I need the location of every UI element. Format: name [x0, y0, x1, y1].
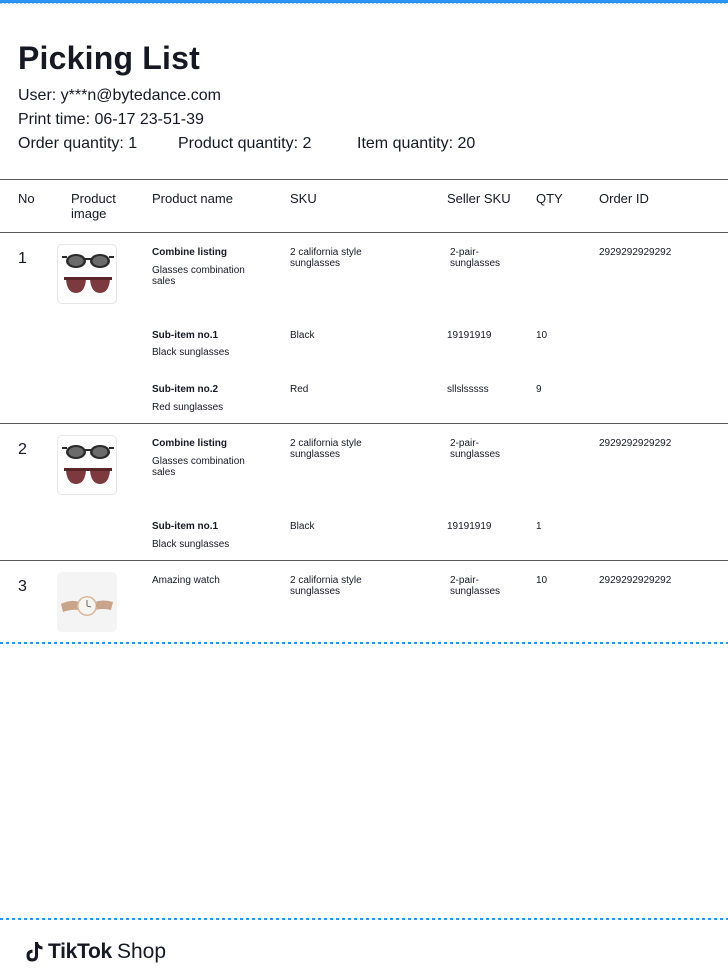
- order-id-cell: 2929292929292: [599, 575, 672, 586]
- footer-dashed-line: [0, 918, 728, 920]
- sku-cell: 2 california style sunglasses: [290, 438, 362, 460]
- product-name-title: Combine listing: [152, 438, 227, 449]
- sub-item-sku: Black: [290, 521, 315, 532]
- sunglasses-icon: [58, 245, 117, 304]
- header-bottom-rule: [0, 232, 728, 233]
- sub-item-seller-sku: sllslsssss: [447, 384, 489, 395]
- sub-item-qty: 10: [536, 330, 548, 341]
- sub-item-qty: 1: [536, 521, 542, 532]
- sub-item-seller-sku: 19191919: [447, 521, 492, 532]
- top-dashed-border: [0, 0, 728, 3]
- column-header-image: [71, 191, 116, 221]
- column-header-order-id: Order ID: [599, 191, 649, 206]
- watch-icon: [57, 572, 117, 632]
- sub-item-label: Sub-item no.2: [152, 384, 219, 395]
- product-name-subtitle: Glasses combination sales: [152, 456, 245, 478]
- column-header-name: Product name: [152, 191, 233, 206]
- table-top-rule: [0, 179, 728, 180]
- order-id-cell: 2929292929292: [599, 247, 672, 258]
- sub-item-qty: 9: [536, 384, 542, 395]
- sub-item-sku: Black: [290, 330, 315, 341]
- sku-cell: 2 california style sunglasses: [290, 247, 362, 269]
- user-email: User: y***n@bytedance.com: [18, 87, 221, 104]
- column-header-seller-sku: Seller SKU: [447, 191, 511, 206]
- product-image-sunglasses: [57, 435, 117, 495]
- tiktok-shop-logo: [24, 940, 166, 964]
- sub-item-name: Black sunglasses: [152, 539, 230, 550]
- brand-shop: Shop: [116, 940, 166, 963]
- column-header-sku: SKU: [290, 191, 317, 206]
- sku-cell: 2 california style sunglasses: [290, 575, 362, 597]
- column-header-qty: QTY: [536, 191, 563, 206]
- sunglasses-icon: [58, 436, 117, 495]
- page-break-dashed-line: [0, 642, 728, 644]
- row-number: 1: [18, 250, 27, 267]
- product-image-sunglasses: [57, 244, 117, 304]
- product-name-title: Amazing watch: [152, 575, 220, 586]
- item-quantity: Item quantity: 20: [357, 135, 476, 152]
- row-divider: [0, 423, 728, 424]
- sub-item-seller-sku: 19191919: [447, 330, 492, 341]
- row-number: 3: [18, 578, 27, 595]
- product-image-watch: [57, 572, 117, 632]
- sub-item-sku: Red: [290, 384, 309, 395]
- brand-name: TikTok: [48, 940, 112, 963]
- product-quantity: Product quantity: 2: [178, 135, 312, 152]
- column-header-image-line2: image: [71, 206, 107, 221]
- sub-item-name: Black sunglasses: [152, 347, 230, 358]
- order-id-cell: 2929292929292: [599, 438, 672, 449]
- product-name-subtitle: Glasses combination sales: [152, 265, 245, 287]
- row-divider: [0, 560, 728, 561]
- column-header-no: No: [18, 191, 35, 206]
- sub-item-name: Red sunglasses: [152, 402, 224, 413]
- order-quantity: Order quantity: 1: [18, 135, 138, 152]
- product-name-title: Combine listing: [152, 247, 227, 258]
- page-title: Picking List: [18, 40, 200, 76]
- seller-sku-cell: 2-pair-sunglasses: [450, 247, 501, 269]
- seller-sku-cell: 2-pair-sunglasses: [450, 438, 501, 460]
- seller-sku-cell: 2-pair-sunglasses: [450, 575, 501, 597]
- sub-item-label: Sub-item no.1: [152, 521, 219, 532]
- column-header-image-line1: Product: [71, 191, 116, 206]
- row-number: 2: [18, 441, 27, 458]
- sub-item-label: Sub-item no.1: [152, 330, 219, 341]
- print-time: Print time: 06-17 23-51-39: [18, 111, 204, 128]
- tiktok-note-icon: [24, 941, 44, 963]
- qty-cell: 10: [536, 575, 548, 586]
